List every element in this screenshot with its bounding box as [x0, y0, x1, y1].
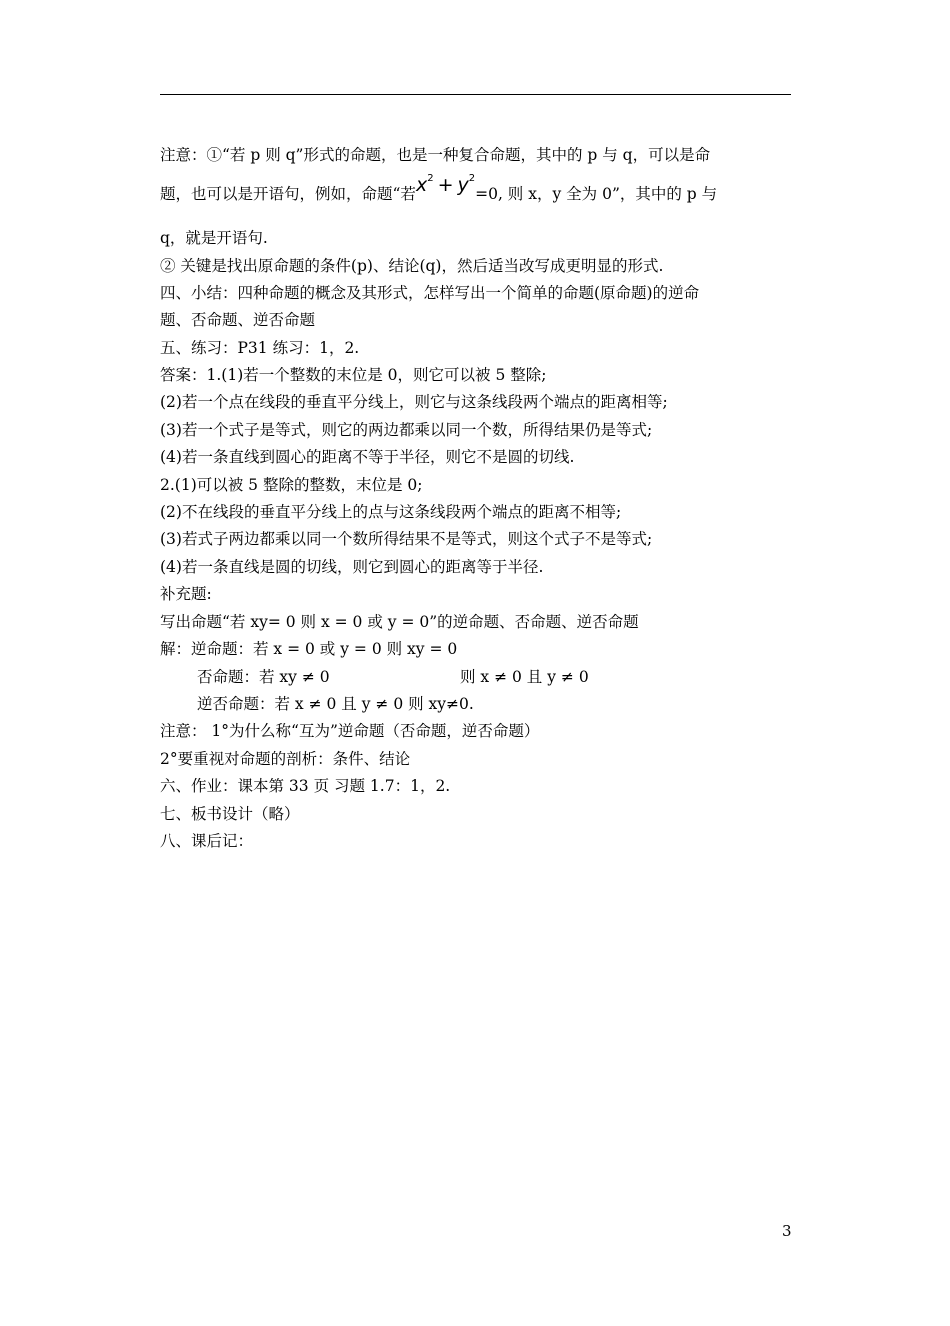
answer-2-1: 2.(1)可以被 5 整除的整数，末位是 0;: [160, 476, 423, 494]
header-rule: [160, 94, 791, 95]
answer-2-3: (3)若式子两边都乘以同一个数所得结果不是等式，则这个式子不是等式;: [160, 530, 653, 548]
solution-converse: 解：逆命题：若 x = 0 或 y = 0 则 xy = 0: [160, 640, 458, 658]
note-line-2: [160, 173, 718, 207]
math-var-x: x: [415, 174, 428, 196]
solution-contrapositive: 逆否命题：若 x ≠ 0 且 y ≠ 0 则 xy≠0.: [197, 695, 474, 713]
summary-line-2: 题、否命题、逆否命题: [160, 311, 316, 329]
supplement-title: 补充题:: [160, 585, 212, 603]
note-line-1: 注意：①“若 p 则 q”形式的命题，也是一种复合命题，其中的 p 与 q，可以是命: [160, 146, 711, 164]
page-number: 3: [782, 1222, 792, 1240]
answer-1-3: (3)若一个式子是等式，则它的两边都乘以同一个数，所得结果仍是等式;: [160, 421, 653, 439]
note-line-2-suffix: =0, 则 x，y 全为 0”，其中的 p 与: [475, 185, 718, 203]
answer-1-4: (4)若一条直线到圆心的距离不等于半径，则它不是圆的切线.: [160, 448, 575, 466]
math-expression: [416, 174, 475, 196]
answer-1-1: 答案：1.(1)若一个整数的末位是 0，则它可以被 5 整除;: [160, 366, 547, 384]
solution-inverse-conclusion: 则 x ≠ 0 且 y ≠ 0: [460, 668, 589, 686]
note-line-2-prefix: 题，也可以是开语句，例如，命题“若: [160, 185, 416, 203]
math-plus: +: [437, 174, 454, 196]
answer-2-2: (2)不在线段的垂直平分线上的点与这条线段两个端点的距离不相等;: [160, 503, 622, 521]
note2-line-2: 2°要重视对命题的剖析：条件、结论: [160, 750, 411, 768]
key-point: ② 关键是找出原命题的条件(p)、结论(q)，然后适当改写成更明显的形式.: [160, 257, 664, 275]
reflection-line: 八、课后记：: [160, 832, 254, 850]
answer-2-4: (4)若一条直线是圆的切线，则它到圆心的距离等于半径.: [160, 558, 544, 576]
answer-1-2: (2)若一个点在线段的垂直平分线上，则它与这条线段两个端点的距离相等;: [160, 393, 668, 411]
math-exp-y: 2: [468, 173, 476, 184]
supplement-question: 写出命题“若 xy= 0 则 x = 0 或 y = 0”的逆命题、否命题、逆否命题: [160, 613, 639, 631]
practice-line: 五、练习：P31 练习：1，2.: [160, 339, 360, 357]
solution-inverse-condition: 否命题：若 xy ≠ 0: [197, 668, 330, 686]
homework-line: 六、作业：课本第 33 页 习题 1.7：1，2.: [160, 777, 451, 795]
math-var-y: y: [457, 174, 469, 196]
summary-line-1: 四、小结：四种命题的概念及其形式，怎样写出一个简单的命题(原命题)的逆命: [160, 284, 700, 302]
math-exp-x: 2: [427, 173, 434, 184]
board-design-line: 七、板书设计（略）: [160, 805, 300, 823]
note-line-3: q，就是开语句.: [160, 229, 268, 247]
note2-line-1: 注意： 1°为什么称“互为”逆命题（否命题，逆否命题）: [160, 722, 540, 740]
